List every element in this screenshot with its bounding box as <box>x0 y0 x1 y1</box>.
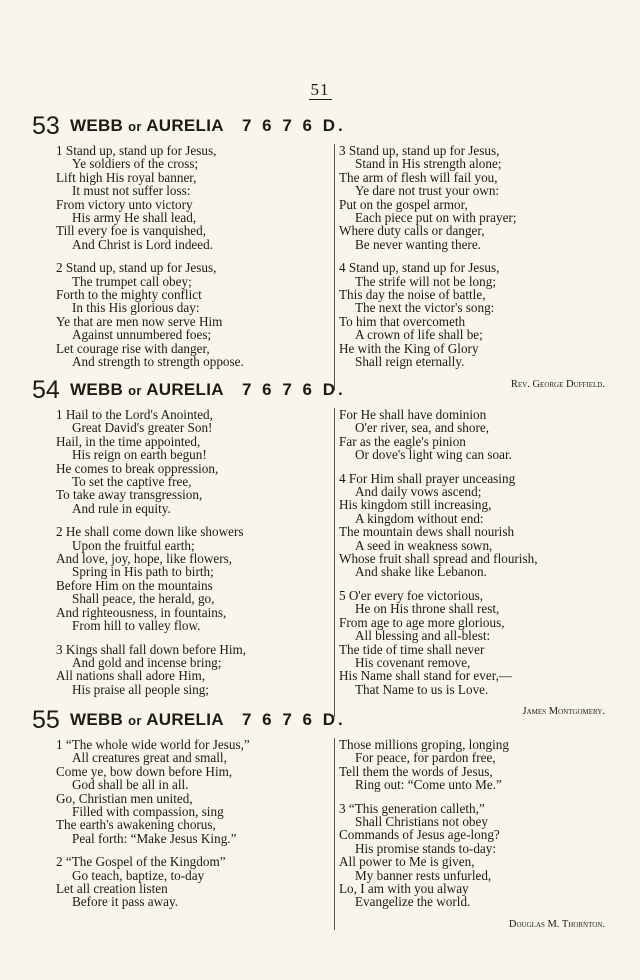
right-column <box>334 144 605 390</box>
hymn-54 <box>32 376 605 718</box>
verse-line: The next the victor's song: <box>355 300 495 316</box>
tune-name <box>70 710 224 730</box>
hymn-header <box>32 112 592 144</box>
left-column <box>56 408 334 706</box>
verse-line: His covenant remove, <box>355 654 471 670</box>
verse-line: The mountain dews shall nourish <box>339 524 515 540</box>
hymn-header <box>32 706 592 738</box>
verse-line: Be never wanting there. <box>355 236 481 252</box>
verse-line: Go, Christian men united, <box>56 790 193 806</box>
verse-line: 2 Stand up, stand up for Jesus, <box>56 260 217 276</box>
verse-line: Ye that are men now serve Him <box>56 313 223 329</box>
stanza <box>339 408 605 462</box>
verse-line: Shall Christians not obey <box>355 814 488 830</box>
verse-line: Come ye, bow down before Him, <box>56 763 233 779</box>
stanza <box>339 472 605 579</box>
verse-line: Tell them the words of Jesus, <box>339 763 493 779</box>
verse-line: And daily vows ascend; <box>355 484 482 500</box>
verse-line: Lift high His royal banner, <box>56 169 197 185</box>
verse-line: Ye soldiers of the cross; <box>72 156 199 172</box>
hymn-header <box>32 376 592 408</box>
verse-line: Upon the fruitful earth; <box>72 537 195 553</box>
verse-line: For He shall have dominion <box>339 407 487 422</box>
verse-line: And gold and incense bring; <box>72 654 222 670</box>
tune-or: or <box>128 383 142 398</box>
stanza <box>56 643 334 697</box>
author-attribution: James Montgomery. <box>522 706 605 718</box>
stanza <box>339 144 605 251</box>
verse-line: Before Him on the mountains <box>56 577 213 593</box>
verse-line: To him that overcometh <box>339 313 466 329</box>
stanza <box>56 408 334 515</box>
verse-line: 1 Stand up, stand up for Jesus, <box>56 143 217 158</box>
tune-name <box>70 380 224 400</box>
tune-alternate: AURELIA <box>146 380 224 399</box>
verse-line: Great David's greater Son! <box>72 420 213 436</box>
meter: 7 6 7 6 D. <box>242 380 346 399</box>
verse-line: All nations shall adore Him, <box>56 668 206 684</box>
tune-primary: WEBB <box>70 380 124 399</box>
verse-line: Against unnumbered foes; <box>72 327 212 343</box>
tune-primary: WEBB <box>70 116 124 135</box>
verse-line: 2 He shall come down like showers <box>56 524 244 540</box>
verse-line: 4 For Him shall prayer unceasing <box>339 470 516 486</box>
verse-line: In this His glorious day: <box>72 300 200 316</box>
left-column <box>56 144 334 379</box>
tune-alternate: AURELIA <box>146 116 224 135</box>
verse-line: His promise stands to-day: <box>355 840 497 856</box>
verse-line: The tide of time shall never <box>339 641 485 657</box>
verse-line: Shall reign eternally. <box>355 354 465 370</box>
verse-line: It must not suffer loss: <box>72 183 191 199</box>
verse-line: Put on the gospel armor, <box>339 196 468 212</box>
verse-line: A seed in weakness sown, <box>355 537 493 553</box>
verse-line: Whose fruit shall spread and flourish, <box>339 551 538 567</box>
verse-line: From hill to valley flow. <box>72 618 201 634</box>
verse-line: Forth to the mighty conflict <box>56 287 202 303</box>
verse-line: His army He shall lead, <box>72 210 197 226</box>
verse-line: God shall be all in all. <box>72 777 189 793</box>
stanza <box>339 589 605 696</box>
verse-line: All creatures great and small, <box>72 750 227 766</box>
verse-line: Before it pass away. <box>72 894 179 910</box>
verse-line: He comes to break oppression, <box>56 460 219 476</box>
author-attribution: Douglas M. Thornton. <box>508 918 605 930</box>
verse-line: Commands of Jesus age-long? <box>339 827 500 843</box>
hymn-55 <box>32 706 605 930</box>
stanza <box>56 855 334 909</box>
verse-line: This day the noise of battle, <box>339 287 486 303</box>
verse-line: 3 Kings shall fall down before Him, <box>56 641 247 657</box>
verse-line: The earth's awakening chorus, <box>56 817 216 833</box>
verse-line: That Name to us is Love. <box>355 681 489 697</box>
verse-line: 3 Stand up, stand up for Jesus, <box>339 143 500 158</box>
verse-line: Ye dare not trust your own: <box>355 183 500 199</box>
tune-or: or <box>128 119 142 134</box>
verse-line: Let all creation listen <box>56 881 168 897</box>
verse-line: Each piece put on with prayer; <box>355 210 517 226</box>
verse-line: The strife will not be long; <box>355 273 497 289</box>
stanza <box>56 144 334 251</box>
meter: 7 6 7 6 D. <box>242 116 346 135</box>
verse-line: Stand in His strength alone; <box>355 156 502 172</box>
verse-line: Lo, I am with you alway <box>339 881 469 897</box>
verse-line: From victory unto victory <box>56 196 193 212</box>
meter: 7 6 7 6 D. <box>242 710 346 729</box>
verse-line: Let courage rise with danger, <box>56 340 210 356</box>
hymn-number: 54 <box>32 376 60 404</box>
stanza <box>56 738 334 845</box>
verse-line: His kingdom still increasing, <box>339 497 492 513</box>
tune-primary: WEBB <box>70 710 124 729</box>
verse-line: His Name shall stand for ever,— <box>339 668 513 684</box>
verse-line: 1 Hail to the Lord's Anointed, <box>56 407 213 422</box>
verse-line: Where duty calls or danger, <box>339 223 485 239</box>
verse-line: All blessing and all-blest: <box>355 628 491 644</box>
verse-line: A crown of life shall be; <box>355 327 483 343</box>
verse-line: And righteousness, in fountains, <box>56 604 227 620</box>
tune-name <box>70 116 224 136</box>
verse-line: And strength to strength oppose. <box>72 354 244 370</box>
verse-line: He with the King of Glory <box>339 340 479 356</box>
verse-line: To take away transgression, <box>56 487 203 503</box>
verse-line: Or dove's light wing can soar. <box>355 447 512 463</box>
tune-alternate: AURELIA <box>146 710 224 729</box>
verse-line: Ring out: “Come unto Me.” <box>355 777 502 793</box>
verse-line: 4 Stand up, stand up for Jesus, <box>339 260 500 276</box>
verse-line: 1 “The whole wide world for Jesus,” <box>56 737 250 752</box>
stanza <box>339 738 605 792</box>
verse-line: My banner rests unfurled, <box>355 867 492 883</box>
verse-line: Peal forth: “Make Jesus King.” <box>72 830 237 846</box>
verse-line: He on His throne shall rest, <box>355 601 500 617</box>
verse-line: Spring in His path to birth; <box>72 564 214 580</box>
verse-line: Till every foe is vanquished, <box>56 223 207 239</box>
verse-line: 2 “The Gospel of the Kingdom” <box>56 854 226 870</box>
verse-line: Shall peace, the herald, go, <box>72 591 215 607</box>
author-attribution: Rev. George Duffield. <box>510 378 605 390</box>
stanza <box>339 261 605 368</box>
verse-line: And rule in equity. <box>72 500 171 516</box>
verse-line: Far as the eagle's pinion <box>339 433 466 449</box>
right-column <box>334 738 605 930</box>
verse-line: His praise all people sing; <box>72 681 209 697</box>
verse-line: The arm of flesh will fail you, <box>339 169 498 185</box>
verse-line: Those millions groping, longing <box>339 737 509 752</box>
verse-line: And shake like Lebanon. <box>355 564 487 580</box>
stanza <box>56 525 334 632</box>
verse-line: Filled with compassion, sing <box>72 804 224 820</box>
verse-line: Go teach, baptize, to-day <box>72 867 205 883</box>
verse-line: A kingdom without end: <box>355 510 484 526</box>
stanza <box>339 802 605 909</box>
verse-line: Evangelize the world. <box>355 894 471 910</box>
verse-line: 5 O'er every foe victorious, <box>339 587 484 603</box>
verse-line: The trumpet call obey; <box>72 273 192 289</box>
verse-line: All power to Me is given, <box>339 854 475 870</box>
verse-line: To set the captive free, <box>72 474 192 490</box>
hymn-number: 55 <box>32 706 60 734</box>
left-column <box>56 738 334 919</box>
verse-line: And love, joy, hope, like flowers, <box>56 551 233 567</box>
verse-line: From age to age more glorious, <box>339 614 505 630</box>
verse-line: His reign on earth begun! <box>72 447 207 463</box>
verse-line: 3 “This generation calleth,” <box>339 800 485 816</box>
tune-or: or <box>128 713 142 728</box>
stanza <box>56 261 334 368</box>
verse-line: And Christ is Lord indeed. <box>72 236 214 252</box>
verse-line: For peace, for pardon free, <box>355 750 496 766</box>
right-column <box>334 408 605 717</box>
hymn-number: 53 <box>32 112 60 140</box>
verse-line: O'er river, sea, and shore, <box>355 420 490 436</box>
page-number: 51 <box>310 80 330 99</box>
verse-line: Hail, in the time appointed, <box>56 433 201 449</box>
